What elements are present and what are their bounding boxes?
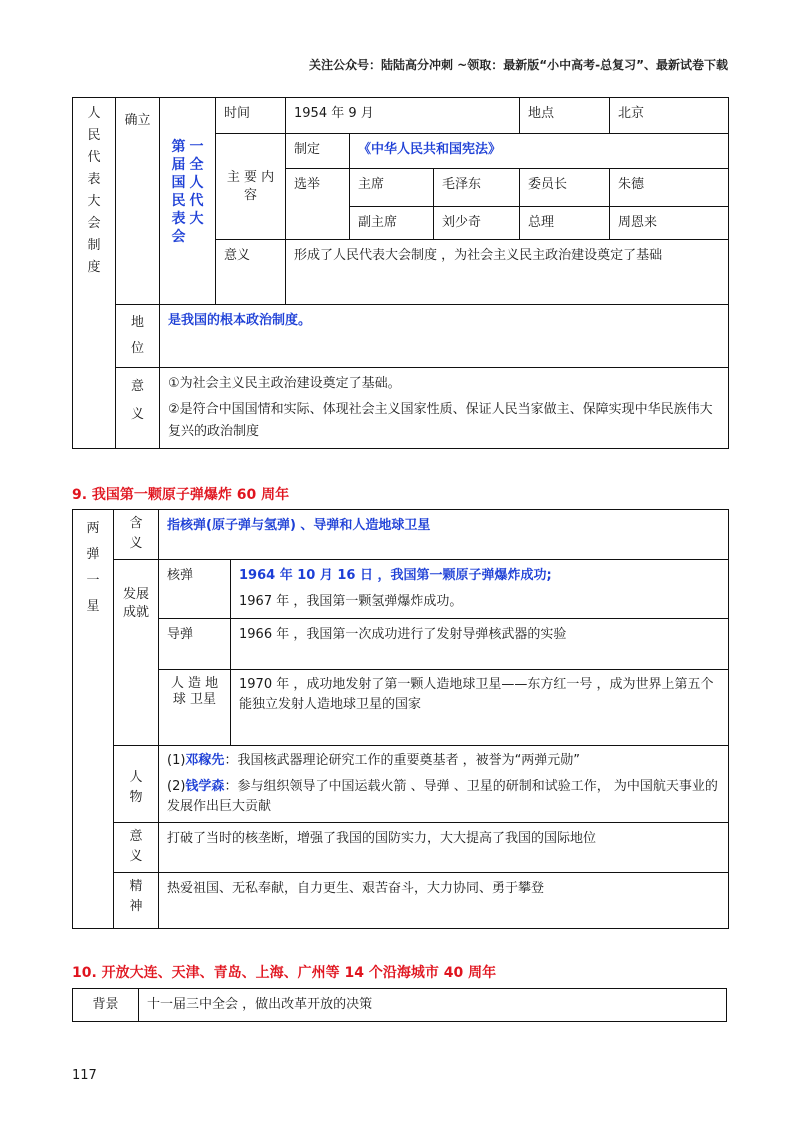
section9-title: 9. 我国第一颗原子弹爆炸 60 周年 [72,487,290,503]
time-value: 1954 年 9 月 [286,98,520,134]
dev-label: 发展 成就 [114,560,159,746]
person-qian: (2)钱学森：参与组织领导了中国运载火箭 、导弹 、卫星的研制和试验工作， 为中国航天事业的发展作出巨大贡献 [167,779,718,814]
two-bombs-label: 两 弹 一 星 [73,510,114,929]
section10-title: 10. 开放大连、天津、青岛、上海、广州等 14 个沿海城市 40 周年 [72,965,497,981]
premier-value: 周恩来 [610,207,729,240]
missile-label: 导弹 [159,619,231,670]
time-label: 时间 [216,98,286,134]
chair-label: 主席 [350,169,434,207]
committee-label: 委员长 [520,169,610,207]
sat-label: 人 造 地 球 卫星 [159,670,231,746]
vice-chair-value: 刘少奇 [434,207,520,240]
nuke-label: 核弹 [159,560,231,619]
sig-value: ①为社会主义民主政治建设奠定了基础。 ②是符合中国国情和实际、体现社会主义国家性质、保证人民当家做主、保障实现中华民族伟大复兴的政治制度 [160,368,729,449]
bg-label: 背景 [73,989,139,1022]
people-label: 人 物 [114,746,159,823]
main-content-label: 主 要 内容 [216,134,286,240]
make-value: 《中华人民共和国宪法》 [350,134,729,169]
status-label: 地 位 [116,305,160,368]
meaning-value: 形成了人民代表大会制度 ，为社会主义民主政治建设奠定了基础 [286,240,729,305]
def-label: 含 义 [114,510,159,560]
nuke-value: 1964 年 10 月 16 日 ，我国第一颗原子弹爆炸成功; 1967 年 ，我国第一颗氢弹爆炸成功。 [231,560,729,619]
committee-value: 朱德 [610,169,729,207]
sat-value: 1970 年 ，成功地发射了第一颗人造地球卫星——东方红一号 ，成为世界上第五个能独立发射人造地球卫星的国家 [231,670,729,746]
missile-value: 1966 年 ，我国第一次成功进行了发射导弹核武器的实验 [231,619,729,670]
two-bombs-table [72,509,729,929]
place-value: 北京 [610,98,729,134]
open-cities-table [72,988,727,1022]
sig-label: 意 义 [116,368,160,449]
page-number: 117 [72,1068,97,1083]
people-value [159,746,729,823]
congress-name: 第 届 国 民 表 会 一 全 人 代 大 [160,98,216,305]
spirit-label: 精 神 [114,873,159,929]
spirit-value: 热爱祖国、无私奉献，自力更生、艰苦奋斗，大力协同、勇于攀登 [159,873,729,929]
npc-main-label: 人 民 代 表 大 会 制 度 [73,98,116,449]
npc-table [72,97,729,449]
make-label: 制定 [286,134,350,169]
page-header: 关注公众号：陆陆高分冲刺 ~领取：最新版“小中高考-总复习”、最新试卷下载 [309,58,728,72]
meaning9-label: 意 义 [114,823,159,873]
chair-value: 毛泽东 [434,169,520,207]
place-label: 地点 [520,98,610,134]
meaning-label: 意义 [216,240,286,305]
establish-label: 确立 [116,98,160,305]
premier-label: 总理 [520,207,610,240]
person-deng: (1)邓稼先：我国核武器理论研究工作的重要奠基者 ，被誉为“两弹元勋” [167,753,581,768]
def-value: 指核弹(原子弹与氢弹) 、导弹和人造地球卫星 [159,510,729,560]
elect-label: 选举 [286,169,350,240]
vice-chair-label: 副主席 [350,207,434,240]
bg-value: 十一届三中全会 ，做出改革开放的决策 [139,989,727,1022]
status-value: 是我国的根本政治制度。 [160,305,729,368]
meaning9-value: 打破了当时的核垄断，增强了我国的国防实力，大大提高了我国的国际地位 [159,823,729,873]
